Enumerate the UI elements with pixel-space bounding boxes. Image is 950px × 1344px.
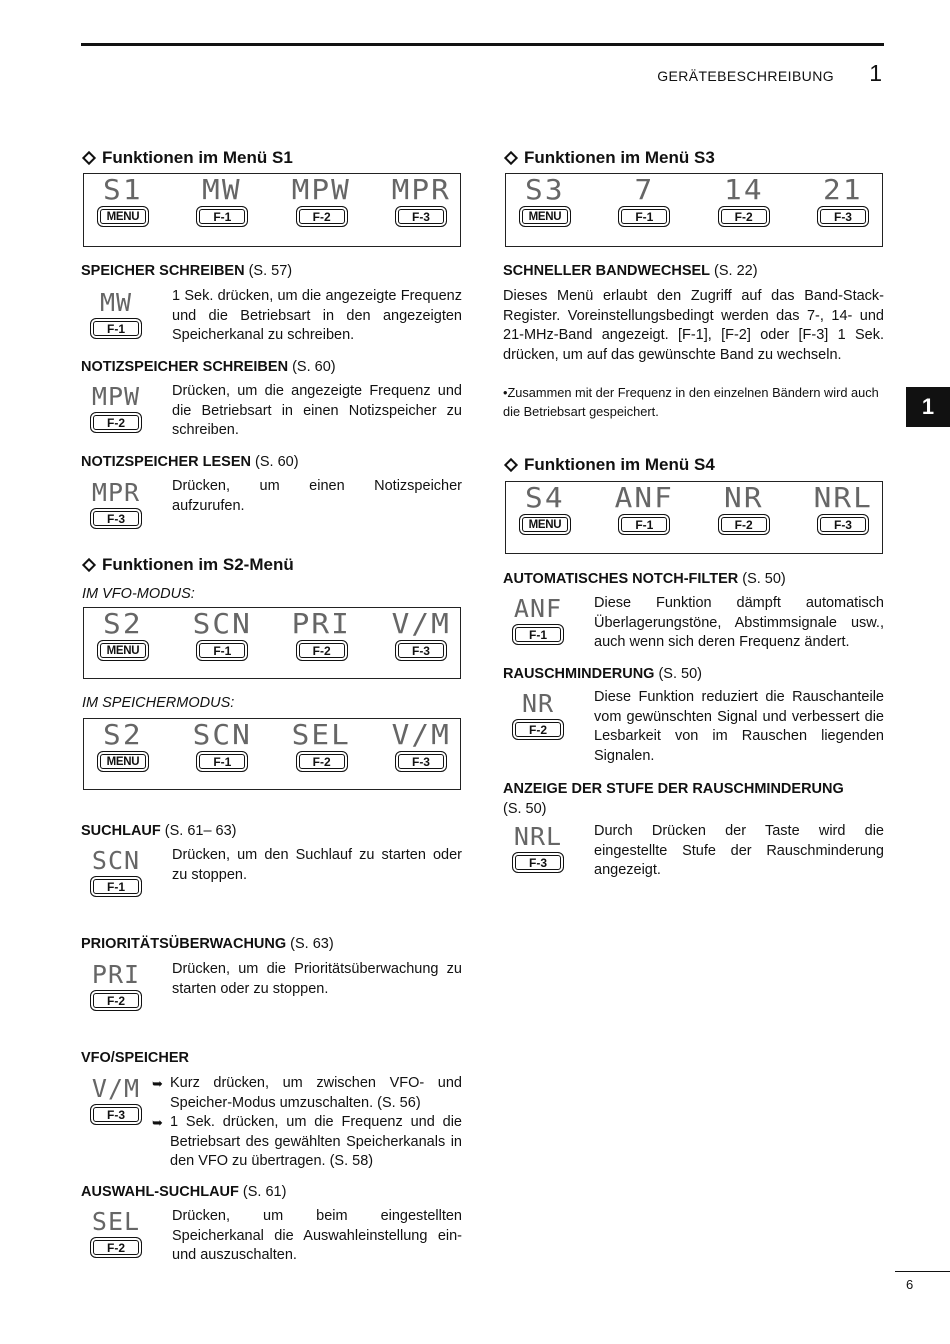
f2-key: F-2 [296, 206, 348, 227]
item-icon-block [88, 382, 144, 433]
item-icon-block [88, 1207, 144, 1258]
item-page-ref: (S. 63) [286, 936, 334, 952]
lcd-slot-f3 [391, 173, 451, 246]
item-heading [81, 263, 292, 279]
section-title-text: Funktionen im S2-Menü [102, 555, 294, 574]
f2-key: F-2 [718, 206, 770, 227]
lcd-segment-text: NR [723, 481, 764, 514]
diamond-icon [82, 558, 96, 572]
f3-key: F-3 [395, 751, 447, 772]
bullet-text: 1 Sek. drücken, um die Frequenz und die Betriebsart des gewählten Speicherkanals in den VFO zu übertragen. (S. 58) [170, 1114, 462, 1169]
item-heading [503, 571, 786, 587]
lcd-slot-f2 [717, 174, 771, 246]
f3-key: F-3 [817, 206, 869, 227]
item-description [152, 1074, 462, 1172]
page-number-rule [895, 1271, 950, 1272]
item-heading [503, 779, 884, 819]
bullet-line [152, 1113, 462, 1172]
item-description: Durch Drücken der Taste wird die eingestellte Stufe der Rauschminderung angezeigt. [594, 823, 884, 878]
lcd-slot-f3 [813, 481, 873, 553]
lcd-display-s2-memory [83, 718, 461, 790]
f3-key: F-3 [395, 640, 447, 661]
function-key: F-2 [90, 412, 142, 433]
item-page-ref: (S. 60) [288, 359, 336, 375]
lcd-slot-menu [96, 719, 150, 789]
lcd-segment-text: SCN [192, 718, 253, 751]
item-icon-block [510, 594, 566, 645]
lcd-slot-f2 [291, 718, 352, 789]
page-number: 6 [906, 1277, 914, 1292]
item-heading-bold: AUSWAHL-SUCHLAUF [81, 1184, 239, 1200]
item-page-ref: (S. 60) [251, 454, 299, 470]
lcd-segment-text: ANF [513, 594, 563, 623]
item-page-ref: (S. 22) [710, 263, 758, 279]
lcd-slot-f1 [614, 481, 675, 553]
lcd-slot-menu [96, 174, 150, 246]
lcd-segment-text: NRL [513, 822, 563, 851]
arrow-icon: ➥ [152, 1115, 163, 1130]
section-title-text: Funktionen im Menü S3 [524, 148, 715, 167]
bullet-text: Kurz drücken, um zwischen VFO- und Speicher-Modus umzuschalten. (S. 56) [170, 1075, 462, 1111]
item-page-ref: (S. 50) [503, 801, 547, 817]
lcd-segment-text: V/M [391, 718, 451, 751]
s3-description: Dieses Menü erlaubt den Zugriff auf das Band-Stack-Register. Voreinstellungsbedingt werden das 7-, 14- und 21-MHz-Band angezeigt. [F-1], [F-2] oder [F-3] 1 Sek. drücken, um auf das gewünschte Band zu wechseln. [503, 288, 884, 363]
f2-key: F-2 [296, 751, 348, 772]
lcd-segment-text: S4 [525, 481, 565, 514]
item-description: Drücken, um einen Notizspeicher aufzurufen. [172, 478, 462, 514]
lcd-slot-menu [518, 482, 572, 553]
lcd-segment-text: NR [521, 689, 555, 718]
lcd-segment-text: SCN [91, 846, 141, 875]
header-title: GERÄTEBESCHREIBUNG [657, 68, 834, 84]
item-heading [81, 359, 336, 375]
vfo-mode-label: IM VFO-MODUS: [82, 586, 195, 602]
lcd-slot-f1 [192, 607, 253, 678]
lcd-display-s4 [505, 481, 883, 554]
lcd-segment-text: V/M [91, 1074, 141, 1103]
lcd-segment-text: MPR [391, 173, 451, 206]
menu-key: MENU [97, 640, 149, 661]
diamond-icon [504, 151, 518, 165]
item-heading-bold: RAUSCHMINDERUNG [503, 666, 655, 682]
lcd-segment-text: S3 [525, 173, 565, 206]
item-heading [81, 1184, 286, 1200]
chapter-side-tab: 1 [906, 387, 950, 427]
lcd-slot-f1 [192, 718, 253, 789]
item-heading-bold: SUCHLAUF [81, 823, 161, 839]
item-icon-block [88, 478, 144, 529]
lcd-segment-text: S1 [103, 173, 143, 206]
function-key: F-2 [90, 1237, 142, 1258]
lcd-segment-text: 21 [823, 173, 863, 206]
diamond-icon [504, 458, 518, 472]
lcd-slot-f3 [391, 718, 451, 789]
item-description: Diese Funktion reduziert die Rauschanteile vom gewünschten Signal und verbessert die Lesbarkeit von im Rauschen liegenden Signalen. [594, 689, 884, 764]
item-heading [81, 823, 237, 839]
f1-key: F-1 [618, 514, 670, 535]
function-key: F-3 [512, 852, 564, 873]
lcd-display-s2-vfo [83, 607, 461, 679]
menu-key: MENU [519, 514, 571, 535]
lcd-segment-text: MPW [91, 382, 141, 411]
lcd-display-s1 [83, 173, 461, 247]
lcd-segment-text: 7 [634, 173, 655, 206]
lcd-slot-f3 [391, 607, 451, 678]
menu-key: MENU [97, 206, 149, 227]
lcd-segment-text: S2 [103, 718, 143, 751]
item-heading [81, 454, 299, 470]
item-heading-bold: SCHNELLER BANDWECHSEL [503, 263, 711, 279]
f3-key: F-3 [395, 206, 447, 227]
menu-key: MENU [97, 751, 149, 772]
section-title-s1 [81, 148, 293, 168]
item-heading-bold: SPEICHER SCHREIBEN [81, 263, 245, 279]
diamond-icon [82, 151, 96, 165]
lcd-slot-f1 [617, 174, 671, 246]
lcd-segment-text: MPR [91, 478, 141, 507]
item-icon-block [88, 846, 144, 897]
function-key: F-3 [90, 508, 142, 529]
item-heading-bold: ANZEIGE DER STUFE DER RAUSCHMINDERUNG [503, 781, 844, 797]
section-title-s4 [503, 455, 715, 475]
lcd-slot-f2 [291, 607, 352, 678]
function-key: F-1 [512, 624, 564, 645]
item-description: Drücken, um den Suchlauf zu starten oder zu stoppen. [172, 847, 462, 883]
section-title-text: Funktionen im Menü S4 [524, 455, 715, 474]
lcd-segment-text: SCN [192, 607, 253, 640]
item-heading [81, 1050, 189, 1066]
lcd-segment-text: PRI [91, 960, 141, 989]
item-description: Diese Funktion dämpft automatisch Überlagerungstöne, Abstimmsignale usw., auch wenn sich deren Frequenz ändert. [594, 595, 884, 650]
lcd-slot-f3 [816, 174, 870, 246]
item-heading [503, 263, 758, 279]
lcd-segment-text: 14 [723, 173, 764, 206]
item-heading [503, 666, 702, 682]
f2-key: F-2 [296, 640, 348, 661]
item-page-ref: (S. 50) [738, 571, 786, 587]
item-icon-block [88, 1074, 144, 1125]
item-icon-block [88, 960, 144, 1011]
function-key: F-2 [512, 719, 564, 740]
arrow-icon: ➥ [152, 1076, 163, 1091]
function-key: F-1 [90, 876, 142, 897]
lcd-segment-text: NRL [813, 481, 873, 514]
item-icon-block [510, 822, 566, 873]
function-key: F-3 [90, 1104, 142, 1125]
lcd-segment-text: SEL [91, 1207, 141, 1236]
section-title-s2 [81, 555, 294, 575]
lcd-segment-text: S2 [103, 607, 143, 640]
section-title-s3 [503, 148, 715, 168]
item-heading-bold: AUTOMATISCHES NOTCH-FILTER [503, 571, 739, 587]
lcd-slot-menu [96, 608, 150, 678]
item-heading-bold: NOTIZSPEICHER LESEN [81, 454, 251, 470]
item-page-ref: (S. 61) [238, 1184, 287, 1200]
lcd-slot-menu [518, 174, 572, 246]
item-description: Drücken, um beim eingestellten Speicherkanal die Auswahleinstellung ein- und auszuschalten. [172, 1208, 462, 1263]
lcd-slot-f2 [717, 482, 771, 553]
lcd-segment-text: ANF [614, 481, 675, 514]
f1-key: F-1 [196, 206, 248, 227]
lcd-segment-text: V/M [391, 607, 451, 640]
item-heading-bold: PRIORITÄTSÜBERWACHUNG [81, 936, 287, 952]
item-heading-bold: NOTIZSPEICHER SCHREIBEN [81, 359, 289, 375]
f1-key: F-1 [196, 640, 248, 661]
item-icon-block [88, 288, 144, 339]
lcd-segment-text: PRI [291, 607, 352, 640]
lcd-slot-f1 [195, 174, 249, 246]
memory-mode-label: IM SPEICHERMODUS: [82, 695, 235, 711]
menu-key: MENU [519, 206, 571, 227]
item-heading-bold: VFO/SPEICHER [81, 1050, 189, 1066]
s3-note: •Zusammen mit der Frequenz in den einzelnen Bändern wird auch die Betriebsart gespeichert. [503, 385, 879, 419]
item-page-ref: (S. 61– 63) [160, 823, 237, 839]
item-page-ref: (S. 50) [654, 666, 702, 682]
lcd-segment-text: MW [202, 173, 243, 206]
lcd-segment-text: MPW [291, 173, 352, 206]
function-key: F-1 [90, 318, 142, 339]
item-icon-block [510, 689, 566, 740]
lcd-slot-f2 [291, 173, 352, 246]
item-description: Drücken, um die Prioritätsüberwachung zu starten oder zu stoppen. [172, 961, 462, 997]
item-heading [81, 936, 334, 952]
f3-key: F-3 [817, 514, 869, 535]
bullet-line [152, 1074, 462, 1113]
f2-key: F-2 [718, 514, 770, 535]
item-description: Drücken, um die angezeigte Frequenz und die Betriebsart in einen Notizspeicher zu schreiben. [172, 383, 462, 438]
item-page-ref: (S. 57) [244, 263, 293, 279]
f1-key: F-1 [196, 751, 248, 772]
section-title-text: Funktionen im Menü S1 [102, 148, 293, 167]
item-description: 1 Sek. drücken, um die angezeigte Frequenz und die Betriebsart in den angezeigten Speicherkanal zu schreiben. [172, 288, 462, 343]
header-rule [81, 43, 884, 46]
lcd-segment-text: MW [99, 288, 133, 317]
header-chapter-number: 1 [869, 60, 882, 86]
lcd-segment-text: SEL [291, 718, 352, 751]
f1-key: F-1 [618, 206, 670, 227]
function-key: F-2 [90, 990, 142, 1011]
lcd-display-s3 [505, 173, 883, 247]
